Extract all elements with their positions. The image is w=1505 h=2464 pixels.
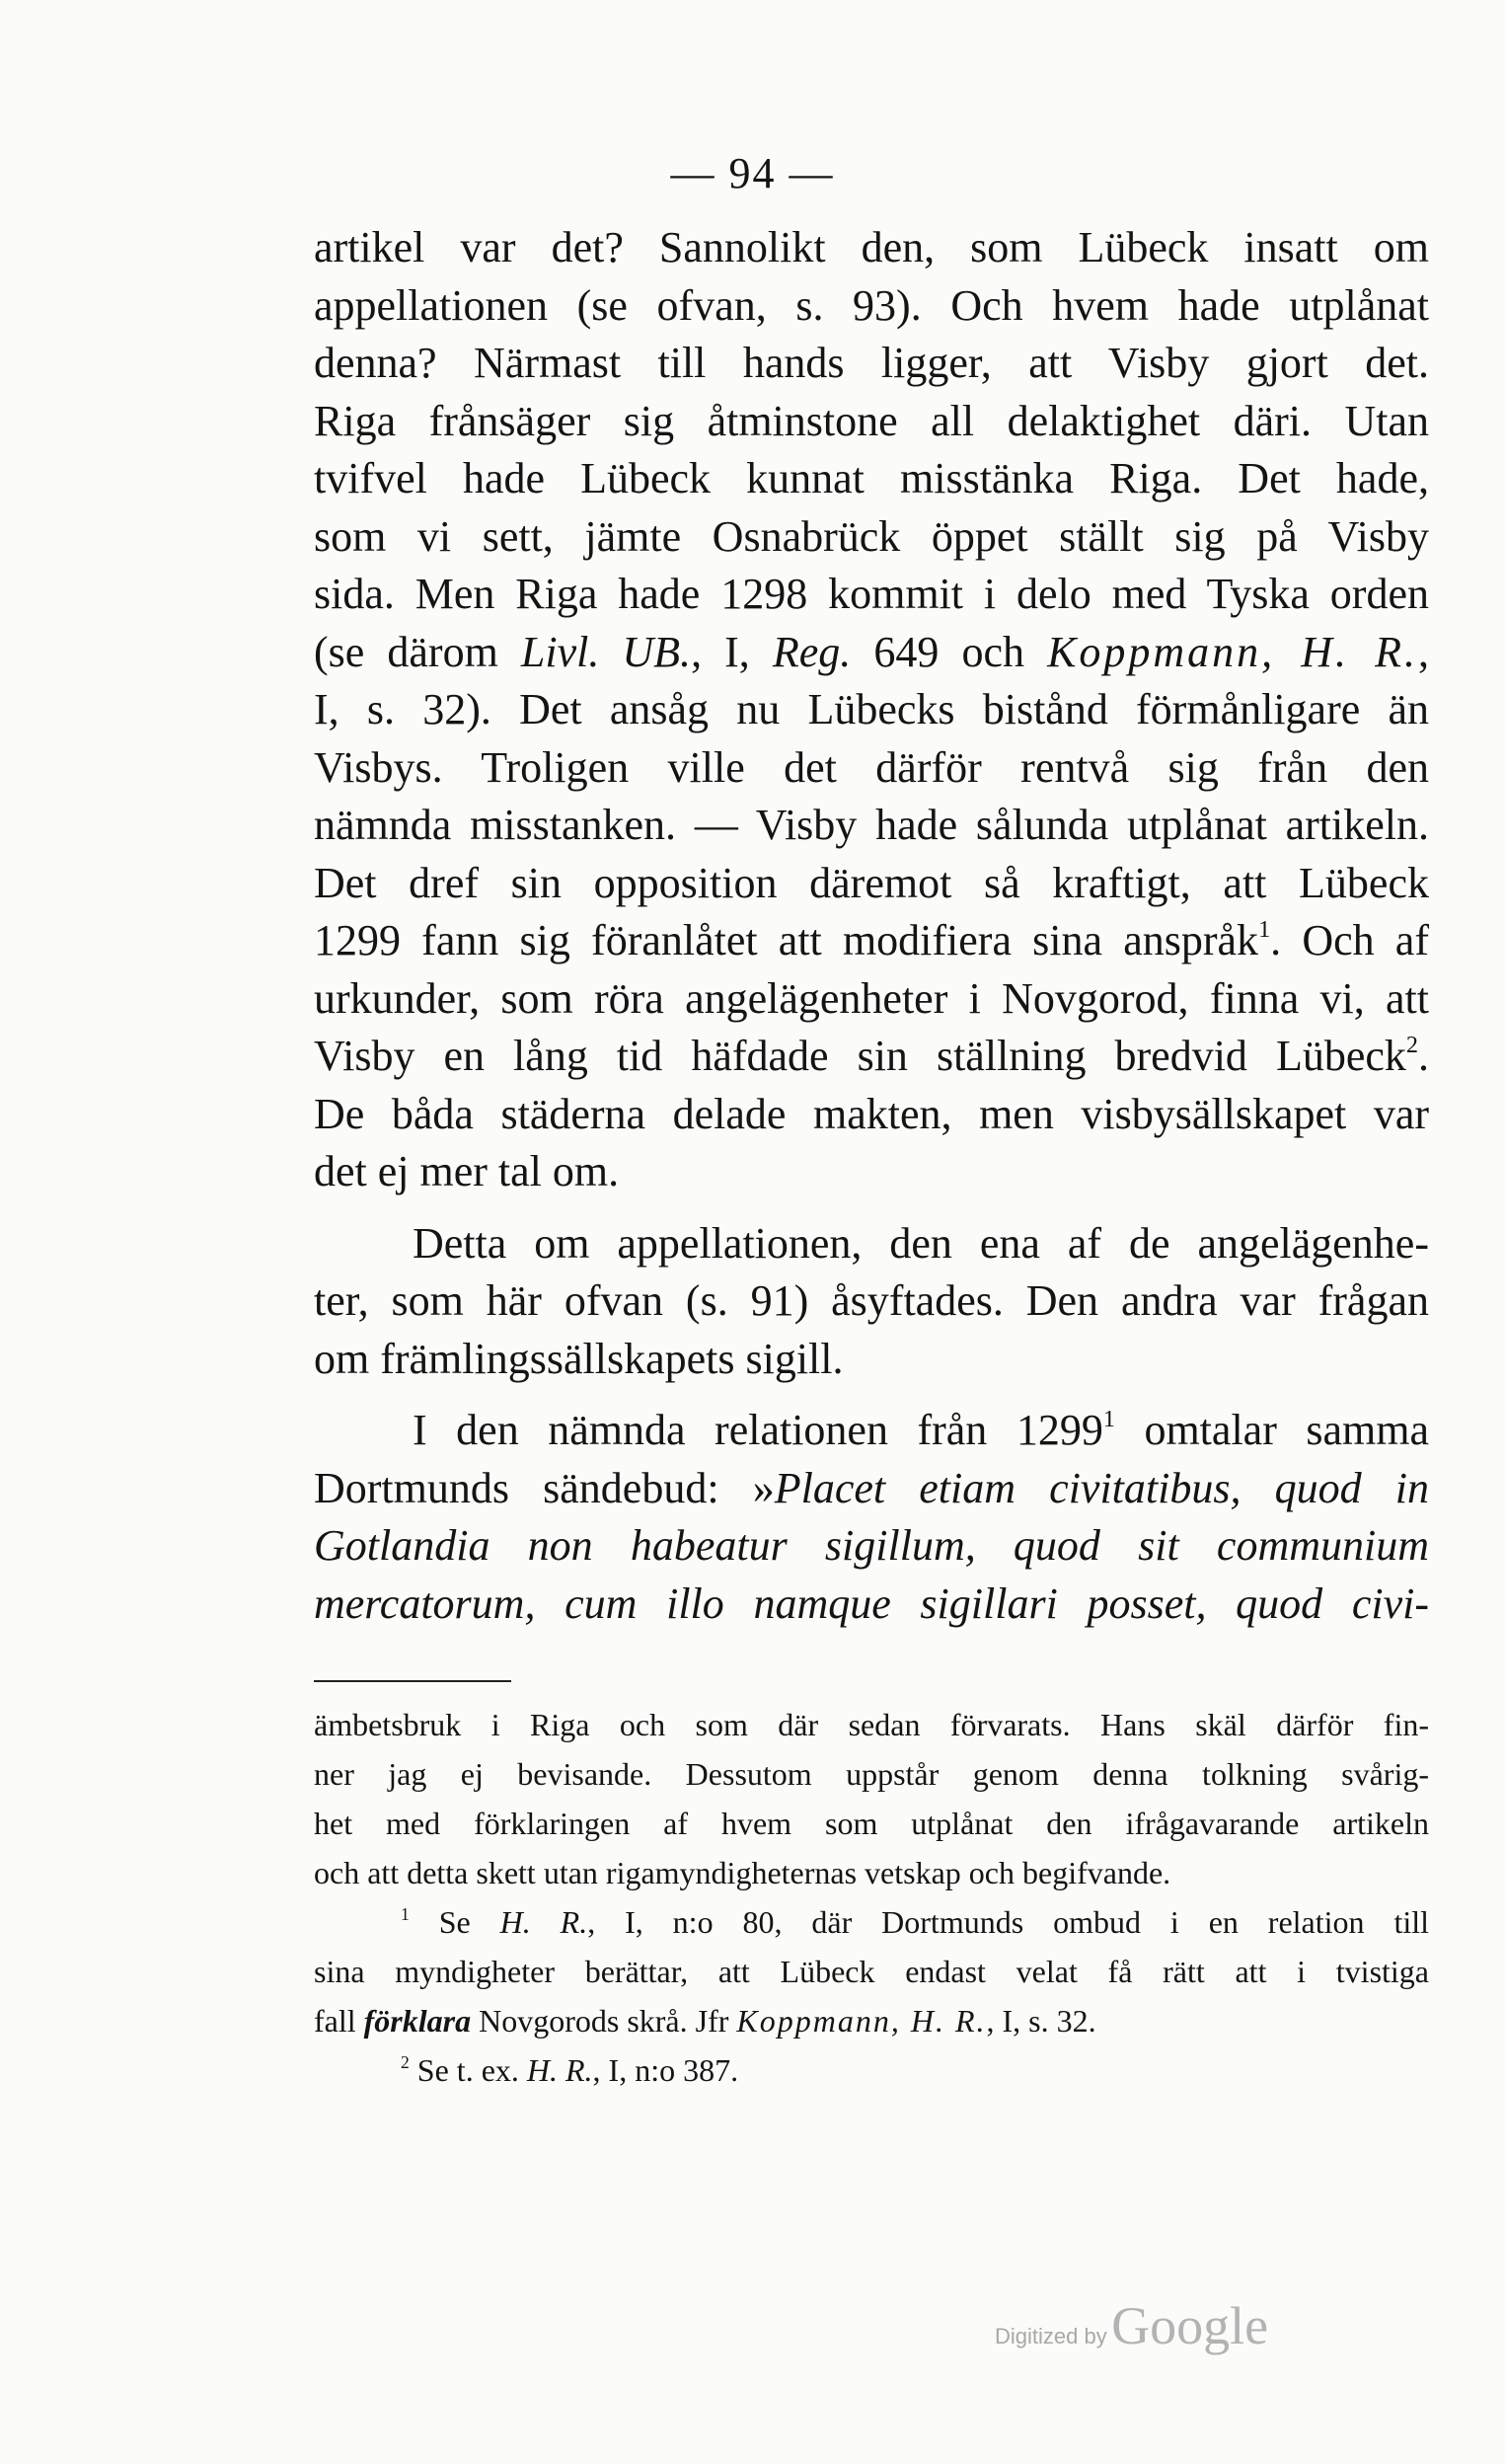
text-line: Riga frånsäger sig åtminstone all delaktighet däri. Utan (314, 396, 1429, 445)
text-fragment: 649 och (851, 627, 1048, 676)
text-fragment: Novgorods skrå. Jfr (471, 2003, 737, 2039)
text-fragment: omtalar samma (1114, 1406, 1430, 1454)
footnote-line (314, 1996, 1429, 2045)
text-line: denna? Närmast till hands ligger, att Visby gjort det. (314, 339, 1429, 387)
text-fragment: , I, (691, 627, 773, 676)
text-line: det ej mer tal om. (314, 1147, 620, 1195)
citation-hr: H. R. (526, 2052, 593, 2088)
text-line (314, 624, 1429, 682)
footnotes (314, 1700, 1429, 2095)
text-line: sida. Men Riga hade 1298 kommit i delo med Tyska orden (314, 570, 1429, 618)
text-fragment: , (1418, 627, 1429, 676)
text-fragment: Se (409, 1904, 500, 1940)
latin-quote-line: mercatorum, cum illo namque sigillari posset, quod civi- (314, 1578, 1429, 1628)
citation-reg: Reg. (772, 627, 852, 676)
latin-quote-line: Gotlandia non habeatur sigillum, quod sit communium (314, 1521, 1429, 1570)
text-line: urkunder, som röra angelägenheter i Novgorod, finna vi, att (314, 973, 1429, 1023)
footnote-mark: 2 (401, 2051, 410, 2072)
text-fragment: . Och af (1270, 916, 1429, 964)
text-line: om främlingssällskapets sigill. (314, 1334, 844, 1383)
citation-koppmann: Koppmann, H. R. (736, 2003, 987, 2039)
footnote-line: och att detta skett utan rigamyndigheternas vetskap och begifvande. (314, 1855, 1171, 1890)
text-line: ter, som här ofvan (s. 91) åsyftades. Den andra var frågan (314, 1276, 1429, 1325)
text-fragment: Se t. ex. (409, 2052, 527, 2088)
footnote-ref-1: 1 (1258, 915, 1271, 943)
latin-quote: Placet etiam civitatibus, quod in (774, 1463, 1430, 1512)
text-line: De båda städerna delade makten, men visbysällskapet var (314, 1089, 1429, 1138)
footnote-line: sina myndigheter berättar, att Lübeck endast velat få rätt att i tvistiga (314, 1954, 1429, 1989)
text-line: artikel var det? Sannolikt den, som Lübeck insatt om (314, 223, 1429, 271)
text-line: nämnda misstanken. — Visby hade sålunda utplånat artikeln. (314, 801, 1429, 849)
text-line: appellationen (se ofvan, s. 93). Och hvem hade utplånat (314, 280, 1429, 330)
text-line (314, 912, 1429, 970)
footnote-line: ämbetsbruk i Riga och som där sedan förvarats. Hans skäl därför fin- (314, 1707, 1429, 1742)
footnote-mark: 1 (401, 1903, 410, 1924)
text-line (314, 1028, 1429, 1086)
footnote-line: het med förklaringen af hvem som utplånat den ifrågavarande artikeln (314, 1806, 1429, 1841)
text-line (314, 1402, 1429, 1460)
footnote-ref-1: 1 (1102, 1405, 1115, 1432)
digitized-watermark (995, 2295, 1268, 2356)
footnote-1 (314, 1897, 1429, 1947)
text-fragment: , I, s. 32. (986, 2003, 1096, 2039)
page-number: — 94 — (670, 149, 835, 197)
text-fragment: , I, n:o 387. (592, 2052, 739, 2088)
text-line: Detta om appellationen, den ena af de angelägenhe- (413, 1218, 1429, 1268)
text-line (314, 1460, 1429, 1518)
text-fragment: Dortmunds sändebud: » (314, 1463, 775, 1512)
text-fragment: I den nämnda relationen från 1299 (413, 1406, 1103, 1454)
text-line: Det dref sin opposition däremot så kraftigt, att Lübeck (314, 858, 1429, 907)
text-fragment: Visby en lång tid häfdade sin ställning bredvid Lübeck (314, 1032, 1406, 1080)
text-fragment: fall (314, 2003, 364, 2039)
text-line: I, s. 32). Det ansåg nu Lübecks bistånd förmånligare än (314, 685, 1429, 733)
text-line: tvifvel hade Lübeck kunnat misstänka Riga. Det hade, (314, 454, 1429, 502)
google-logo: Google (1111, 2296, 1269, 2355)
text-fragment: , I, n:o 80, där Dortmunds ombud i en relation till (587, 1904, 1430, 1940)
text-line: som vi sett, jämte Osnabrück öppet ställt sig på Visby (314, 511, 1429, 561)
footnote-ref-2: 2 (1405, 1031, 1418, 1058)
body-text (314, 219, 1429, 1633)
footnote-line: ner jag ej bevisande. Dessutom uppstår genom denna tolkning svårig- (314, 1756, 1429, 1792)
citation-hr: H. R. (499, 1904, 588, 1940)
text-fragment: (se därom (314, 627, 521, 676)
text-fragment: . (1418, 1032, 1429, 1080)
footnote-2 (314, 2045, 1429, 2095)
citation-livl-ub: Livl. UB. (520, 627, 692, 676)
text-fragment: 1299 fann sig föranlåtet att modifiera sina anspråk (314, 916, 1259, 964)
watermark-small: Digitized by (995, 2324, 1107, 2348)
footnote-divider (314, 1680, 511, 1682)
text-line: Visbys. Troligen ville det därför rentvå sig från den (314, 742, 1429, 792)
emphasis-forklara: förklara (363, 2003, 472, 2039)
citation-koppmann: Koppmann, H. R. (1047, 627, 1418, 676)
